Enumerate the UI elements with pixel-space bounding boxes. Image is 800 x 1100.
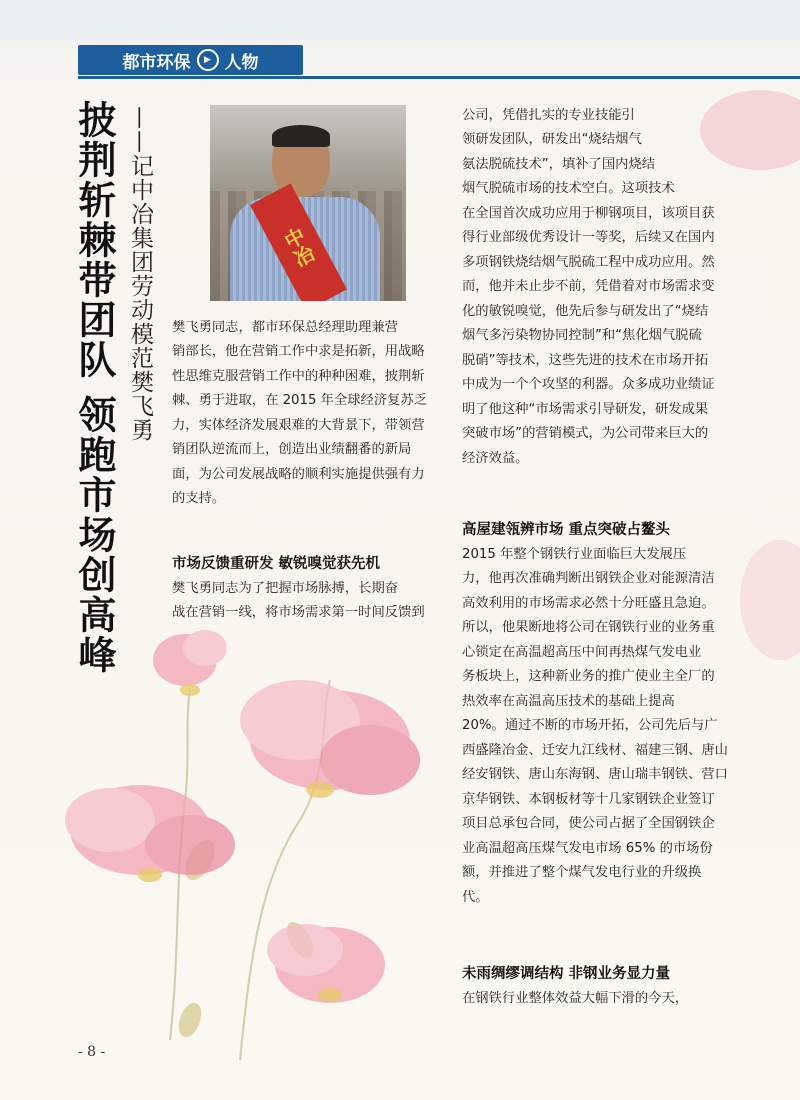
- body-line: 在钢铁行业整体效益大幅下滑的今天，: [462, 991, 689, 1006]
- body-line: 战在营销一线，将市场需求第一时间反馈到: [172, 605, 425, 620]
- intro-line: 性思维克服营销工作中的种种困难，披荆斩: [172, 369, 425, 384]
- section-sub-label: 人物: [224, 52, 259, 73]
- intro-line: 樊飞勇同志，都市环保总经理助理兼营: [172, 320, 399, 335]
- body-line: 经安钢铁、唐山东海钢、唐山瑞丰钢铁、营口: [462, 767, 728, 782]
- body-line: 经济效益。: [462, 451, 529, 466]
- body-line: 京华钢铁、本钢板材等十几家钢铁企业签订: [462, 792, 715, 807]
- body-line: 2015 年整个钢铁行业面临巨大发展压: [462, 547, 687, 562]
- body-line: 脱硝”等技术，这些先进的技术在市场开拓: [462, 353, 709, 368]
- body-line: 突破市场”的营销模式，为公司带来巨大的: [462, 426, 709, 441]
- header-band: [0, 0, 800, 40]
- body-line: 力，他再次准确判断出钢铁企业对能源清洁: [462, 571, 715, 586]
- body-line: 务板块上，这种新业务的推广使业主全厂的: [462, 669, 715, 684]
- body-line: 公司，凭借扎实的专业技能引: [462, 108, 635, 123]
- body-line: 而，他并未止步不前，凭借着对市场需求变: [462, 279, 715, 294]
- photo-sash: 中冶: [250, 183, 347, 301]
- body-line: 西盛隆冶金、迁安九江线材、福建三钢、唐山: [462, 743, 728, 758]
- intro-line: 的支持。: [172, 491, 226, 506]
- body-line: 樊飞勇同志为了把握市场脉搏，长期奋: [172, 581, 399, 596]
- portrait-photo: [210, 105, 406, 301]
- body-line: 中成为一个个攻坚的利器。众多成功业绩证: [462, 377, 715, 392]
- header-rule: [78, 76, 800, 79]
- section-heading: 高屋建瓴辨市场 重点突破占鳌头: [462, 522, 671, 538]
- body-line: 热效率在高温高压技术的基础上提高: [462, 694, 675, 709]
- intro-line: 棘、勇于进取，在 2015 年全球经济复苏乏: [172, 393, 428, 408]
- article-subtitle: ——记中冶集团劳动模范樊飞勇: [127, 106, 153, 442]
- page-number: - 8 -: [78, 1044, 106, 1060]
- body-line: 化的敏锐嗅觉，他先后参与研发出了“烧结: [462, 304, 709, 319]
- body-line: 多项钢铁烧结烟气脱硫工程中成功应用。然: [462, 255, 715, 270]
- intro-line: 力，实体经济发展艰难的大背景下，带领营: [172, 418, 425, 433]
- article-title: 披荆斩棘带团队 领跑市场创高峰: [72, 100, 116, 676]
- intro-line: 销团队逆流而上，创造出业绩翻番的新局: [172, 442, 412, 457]
- play-icon: ▶: [197, 49, 219, 71]
- body-line: 在全国首次成功应用于柳钢项目，该项目获: [462, 206, 715, 221]
- body-line: 项目总承包合同，使公司占据了全国钢铁企: [462, 816, 715, 831]
- section-heading: 市场反馈重研发 敏锐嗅觉获先机: [172, 556, 381, 572]
- section-heading: 未雨绸缪调结构 非钢业务显力量: [462, 966, 671, 982]
- body-line: 烟气多污染物协同控制”和“焦化烟气脱硫: [462, 328, 702, 343]
- body-line: 20%。通过不断的市场开拓，公司先后与广: [462, 718, 718, 733]
- body-line: 氨法脱硫技术”，填补了国内烧结: [462, 157, 656, 172]
- intro-line: 销部长，他在营销工作中求是拓新，用战略: [172, 344, 425, 359]
- section-label: 都市环保: [122, 52, 191, 73]
- body-line: 烟气脱硫市场的技术空白。这项技术: [462, 181, 675, 196]
- body-line: 明了他这种“市场需求引导研发，研发成果: [462, 402, 709, 417]
- body-line: 代。: [462, 890, 489, 905]
- section-banner: [78, 45, 303, 75]
- body-line: 领研发团队，研发出“烧结烟气: [462, 132, 642, 147]
- body-line: 高效利用的市场需求必然十分旺盛且急迫。: [462, 596, 715, 611]
- body-line: 心锁定在高温超高压中间再热煤气发电业: [462, 645, 702, 660]
- intro-line: 面，为公司发展战略的顺利实施提供强有力: [172, 467, 425, 482]
- body-line: 得行业部级优秀设计一等奖，后续又在国内: [462, 230, 715, 245]
- body-line: 所以，他果断地将公司在钢铁行业的业务重: [462, 620, 715, 635]
- body-line: 额，并推进了整个煤气发电行业的升级换: [462, 865, 702, 880]
- body-line: 业高温超高压煤气发电市场 65% 的市场份: [462, 841, 713, 856]
